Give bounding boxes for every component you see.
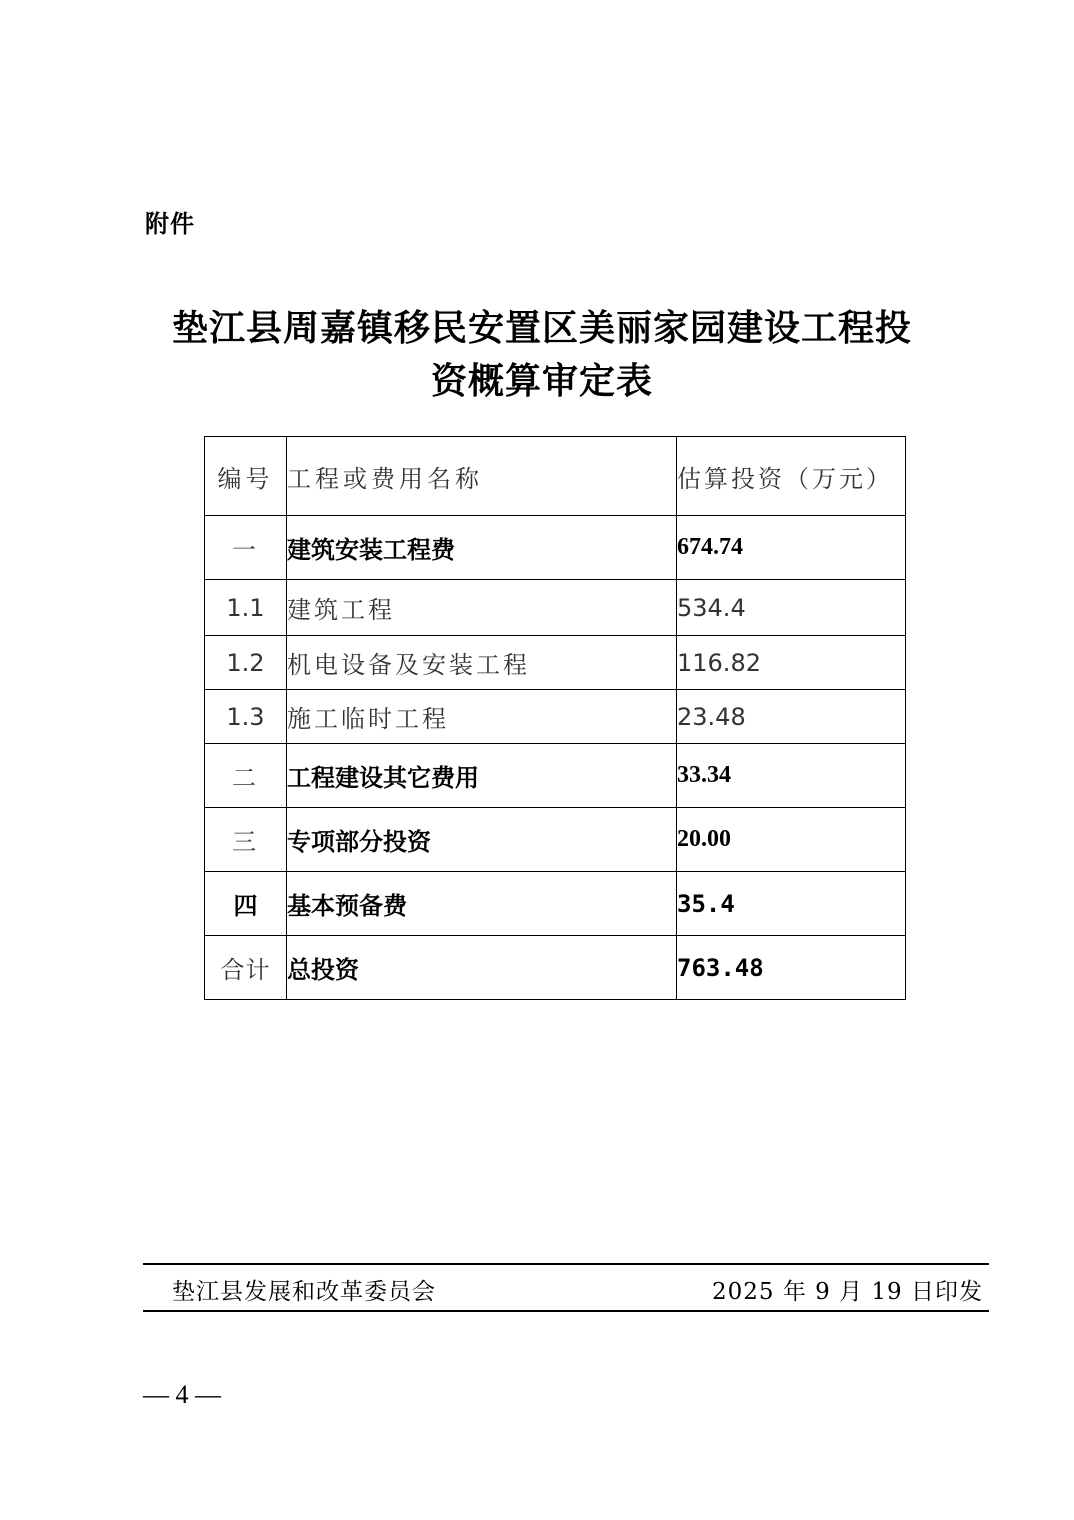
table-row: [205, 872, 906, 936]
issuer-name: 垫江县发展和改革委员会: [172, 1279, 436, 1305]
table-row: [205, 516, 906, 580]
row-value: 23.48: [677, 690, 906, 744]
footer-top-rule: [143, 1263, 989, 1265]
row-number: 一: [205, 516, 287, 580]
attachment-label: 附件: [145, 210, 195, 238]
header-estimated-investment: 估算投资（万元）: [677, 437, 906, 516]
row-item-name: 机电设备及安装工程: [287, 636, 677, 690]
row-number: 1.3: [205, 690, 287, 744]
row-number: 1.1: [205, 580, 287, 636]
row-value: 20.00: [677, 808, 906, 872]
row-number: 四: [205, 872, 287, 936]
row-item-name: 工程建设其它费用: [287, 744, 677, 808]
row-item-name: 建筑工程: [287, 580, 677, 636]
row-number: 二: [205, 744, 287, 808]
row-item-name: 施工临时工程: [287, 690, 677, 744]
table-row: [205, 744, 906, 808]
row-item-name: 基本预备费: [287, 872, 677, 936]
budget-approval-table: [204, 436, 906, 1000]
page-number: — 4 —: [143, 1380, 221, 1409]
footer-bottom-rule: [143, 1310, 989, 1312]
table-row: [205, 690, 906, 744]
row-item-name: 建筑安装工程费: [287, 516, 677, 580]
row-value: 674.74: [677, 516, 906, 580]
table-row: [205, 580, 906, 636]
row-item-name: 专项部分投资: [287, 808, 677, 872]
row-value: 763.48: [677, 936, 906, 1000]
table-row-total: [205, 936, 906, 1000]
table-row: [205, 636, 906, 690]
table-row: [205, 808, 906, 872]
row-value: 116.82: [677, 636, 906, 690]
header-number: 编号: [205, 437, 287, 516]
row-value: 534.4: [677, 580, 906, 636]
row-value: 35.4: [677, 872, 906, 936]
document-title-line-2: 资概算审定表: [430, 360, 653, 402]
issue-date: 2025 年 9 月 19 日印发: [712, 1279, 983, 1305]
row-number: 三: [205, 808, 287, 872]
header-item-name: 工程或费用名称: [287, 437, 677, 516]
row-item-name: 总投资: [287, 936, 677, 1000]
table-header-row: [205, 437, 906, 516]
document-title-line-1: 垫江县周嘉镇移民安置区美丽家园建设工程投: [171, 307, 912, 349]
row-number: 合计: [205, 936, 287, 1000]
row-number: 1.2: [205, 636, 287, 690]
row-value: 33.34: [677, 744, 906, 808]
